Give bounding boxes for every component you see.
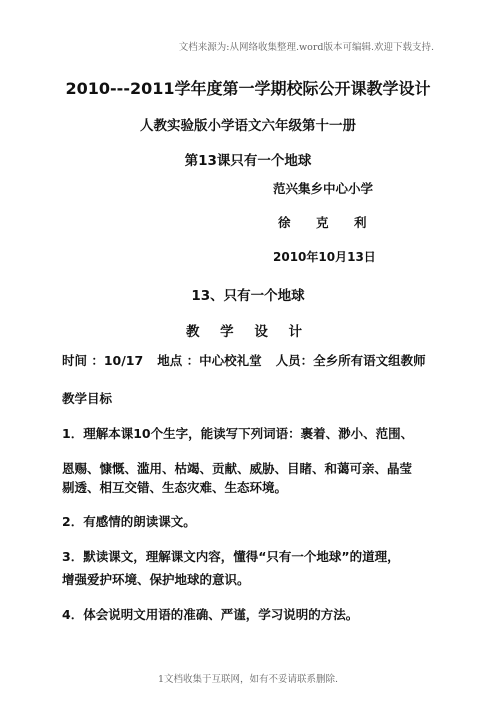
goal-4: 4．体会说明文用语的准确、严谨，学习说明的方法。 <box>62 607 359 622</box>
info-place: 地点 ：中心校礼堂 <box>157 353 262 368</box>
goal-1-line-3: 剔透、相互交错、生态灾难、生态环境。 <box>62 480 288 495</box>
goals-heading: 教学目标 <box>62 391 113 406</box>
footer-note: 1文档收集于互联网，如有不妥请联系删除. <box>157 674 339 685</box>
info-people: 人员：全乡所有语文组教师 <box>275 353 426 368</box>
teacher-name-char: 利 <box>354 215 367 230</box>
lesson-date: 2010年10月13日 <box>273 250 376 264</box>
goal-1-line-1: 1．理解本课10个生字，能读写下列词语：裹着、渺小、范围、 <box>62 426 414 441</box>
teacher-name <box>278 213 392 231</box>
lesson-title: 13、只有一个地球 <box>191 288 305 304</box>
goal-2: 2．有感情的朗读课文。 <box>62 514 196 529</box>
teacher-name-char: 克 <box>316 215 329 230</box>
goal-3-line-2: 增强爱护环境、保护地球的意识。 <box>62 572 250 587</box>
header-note: 文档来源为:从网络收集整理.word版本可编辑.欢迎下载支持. <box>178 42 434 53</box>
teacher-name-char: 徐 <box>278 215 291 230</box>
goal-1-line-2: 恩赐、慷慨、滥用、枯竭、贡献、威胁、目睹、和蔼可亲、晶莹 <box>62 461 413 476</box>
goal-3-line-1: 3．默读课文，理解课文内容，懂得“只有一个地球”的道理， <box>62 549 400 564</box>
lesson-heading: 第13课只有一个地球 <box>184 153 312 169</box>
document-title: 2010---2011学年度第一学期校际公开课教学设计 <box>65 79 431 98</box>
lesson-info-line <box>62 351 426 369</box>
info-time: 时间 ：10/17 <box>62 353 144 368</box>
design-heading: 教 学 设 计 <box>185 324 311 340</box>
textbook-subtitle: 人教实验版小学语文六年级第十一册 <box>140 118 356 134</box>
school-name: 范兴集乡中心小学 <box>273 181 374 196</box>
